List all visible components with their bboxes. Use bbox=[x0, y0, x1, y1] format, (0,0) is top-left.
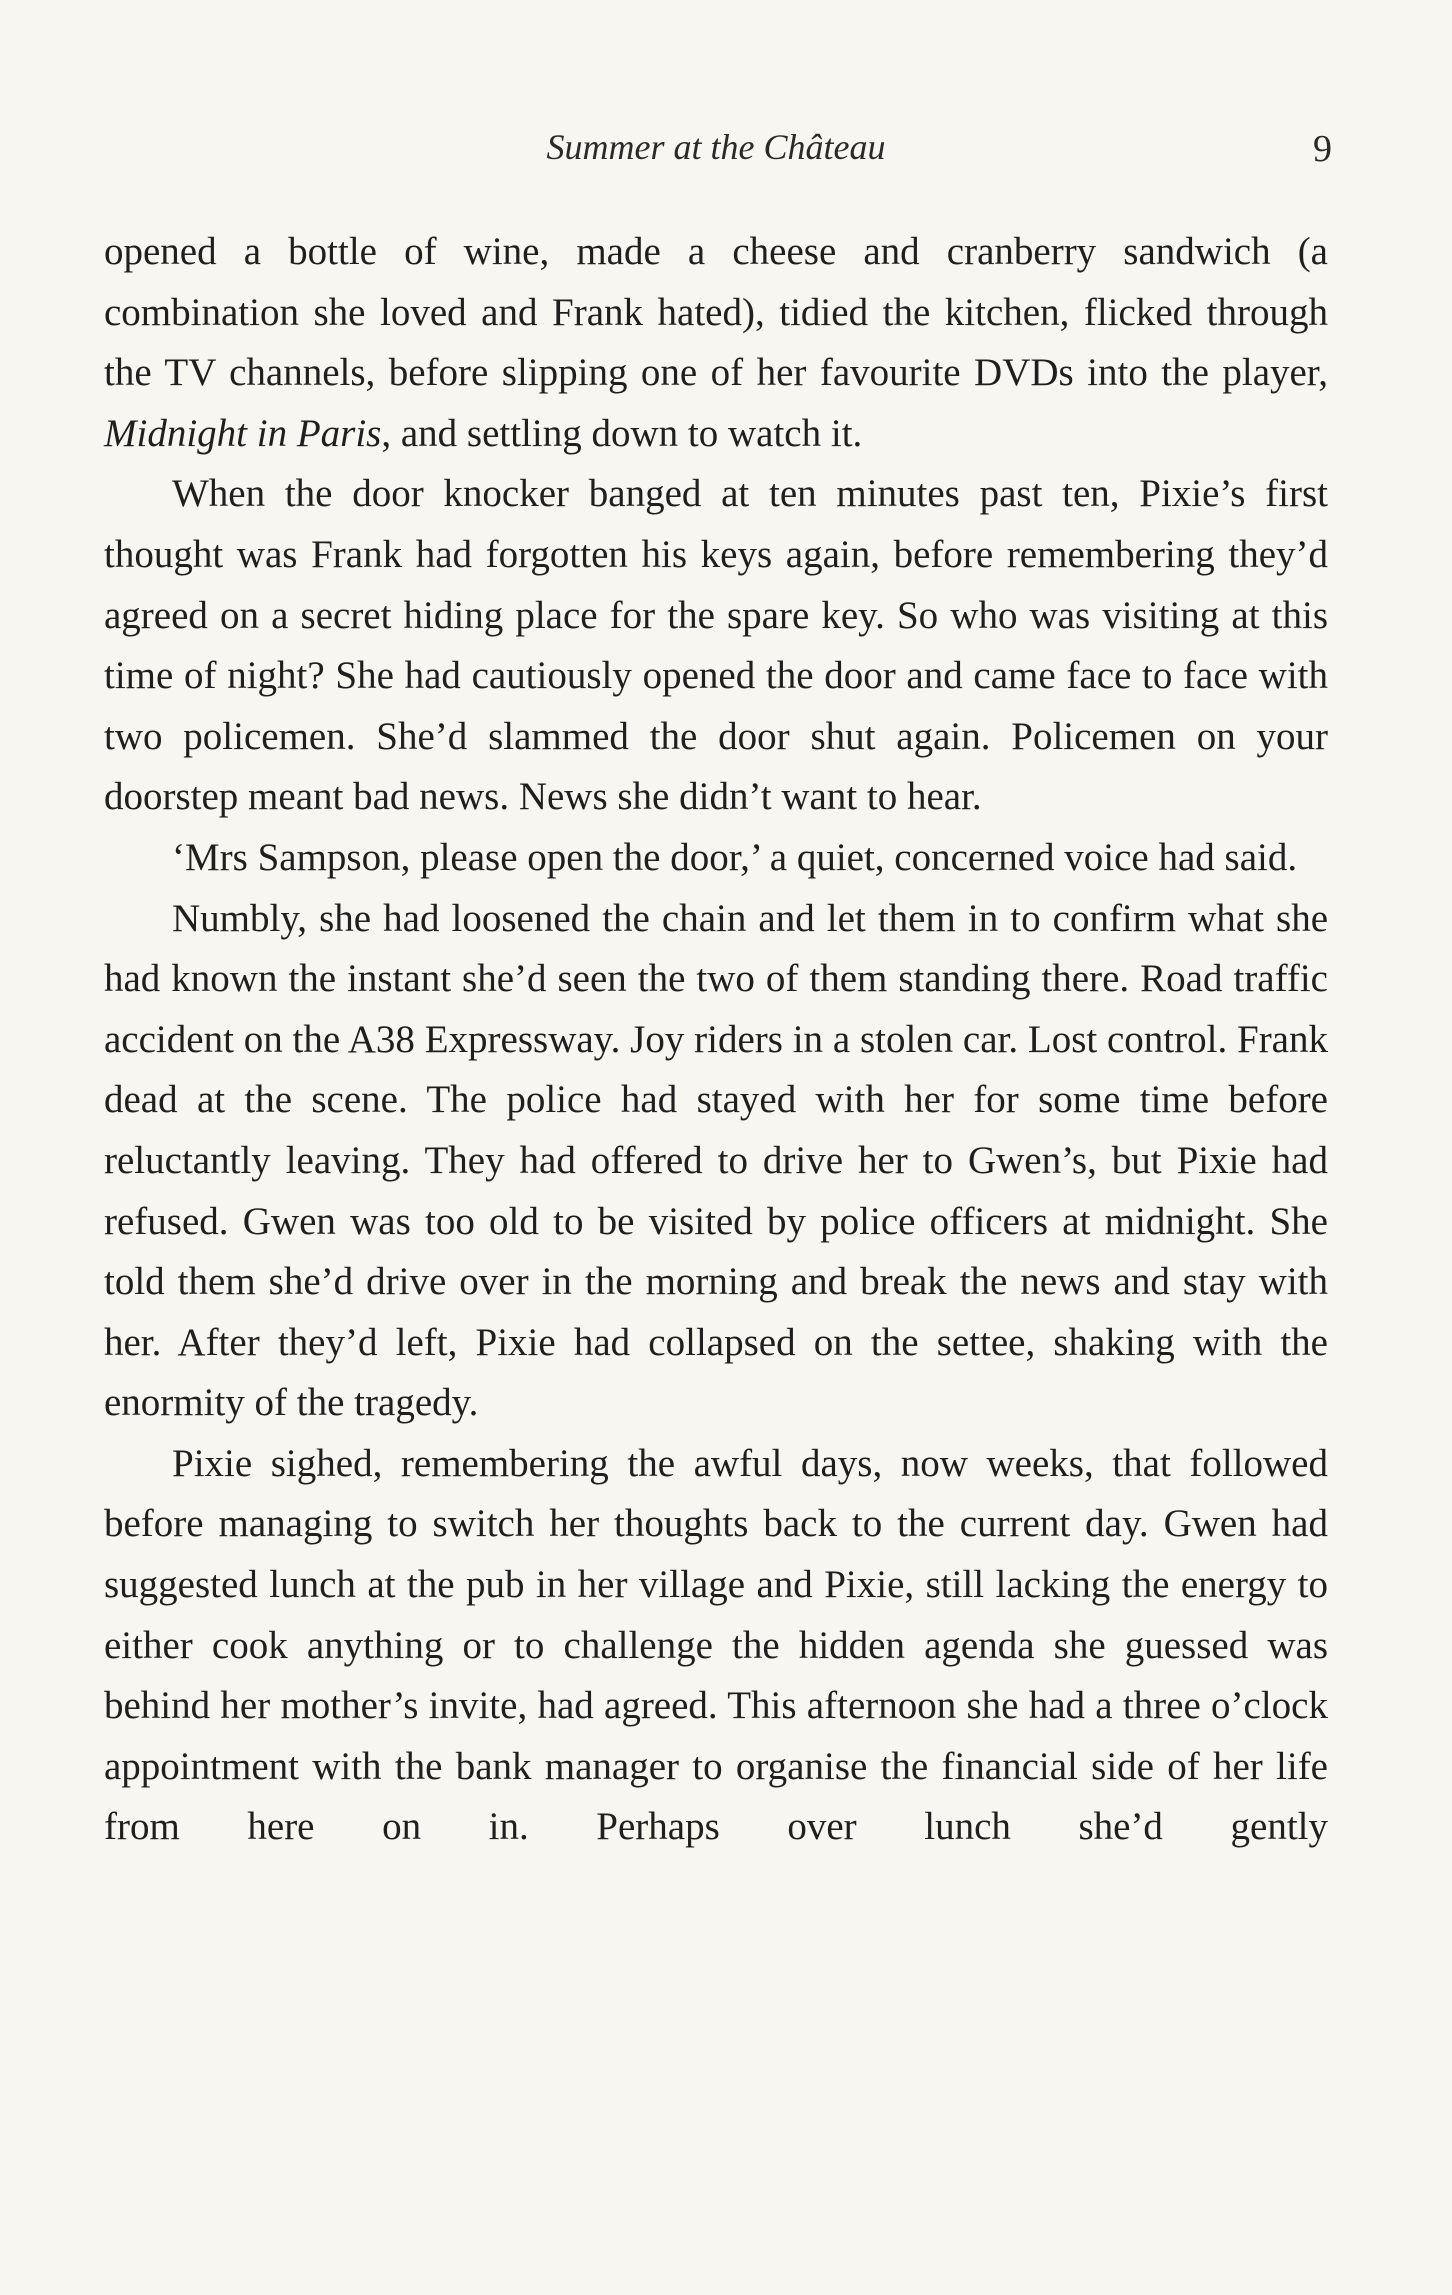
paragraph-1-text-b: , and settling down to watch it. bbox=[381, 411, 863, 455]
running-head bbox=[104, 122, 1332, 172]
paragraph-2: When the door knocker banged at ten minutes past ten, Pixie’s first thought was Frank had forgotten his keys again, before remembering they’d agreed on a secret hiding place for the spare key. So who was visiting at this time of night? She had cautiously opened the door and came face to face with two policemen. She’d slammed the door shut again. Policemen on your doorstep meant bad news. News she didn’t want to hear. bbox=[104, 472, 1328, 819]
running-title: Summer at the Château bbox=[546, 127, 886, 167]
paragraph-4: Numbly, she had loosened the chain and let them in to confirm what she had known the instant she’d seen the two of them standing there. Road traffic accident on the A38 Expressway. Joy riders in a stolen car. Lost control. Frank dead at the scene. The police had stayed with her for some time before reluctantly leaving. They had offered to drive her to Gwen’s, but Pixie had refused. Gwen was too old to be visited by police officers at midnight. She told them she’d drive over in the morning and break the news and stay with her. After they’d left, Pixie had collapsed on the settee, shaking with the enormity of the tragedy. bbox=[104, 896, 1328, 1425]
body-text bbox=[104, 222, 1328, 1858]
film-title: Midnight in Paris bbox=[104, 411, 382, 455]
paragraph-1-text-a: opened a bottle of wine, made a cheese and cranberry sandwich (a combination she loved and Frank hated), tidied the kitchen, flicked through the TV channels, before slipping one of her favourite DVDs into the player, bbox=[104, 230, 1328, 395]
page-number: 9 bbox=[1313, 128, 1332, 170]
paragraph-3: ‘Mrs Sampson, please open the door,’ a quiet, concerned voice had said. bbox=[172, 835, 1298, 879]
paragraph-5: Pixie sighed, remembering the awful days, now weeks, that followed before managing to switch her thoughts back to the current day. Gwen had suggested lunch at the pub in her village and Pixie, still lacking the energy to either cook anything or to challenge the hidden agenda she guessed was behind her mother’s invite, had agreed. This afternoon she had a three o’clock appointment with the bank manager to organise the financial side of her life from here on in. Perhaps over lunch she’d gently bbox=[104, 1441, 1328, 1849]
paragraph-1 bbox=[104, 222, 1328, 464]
